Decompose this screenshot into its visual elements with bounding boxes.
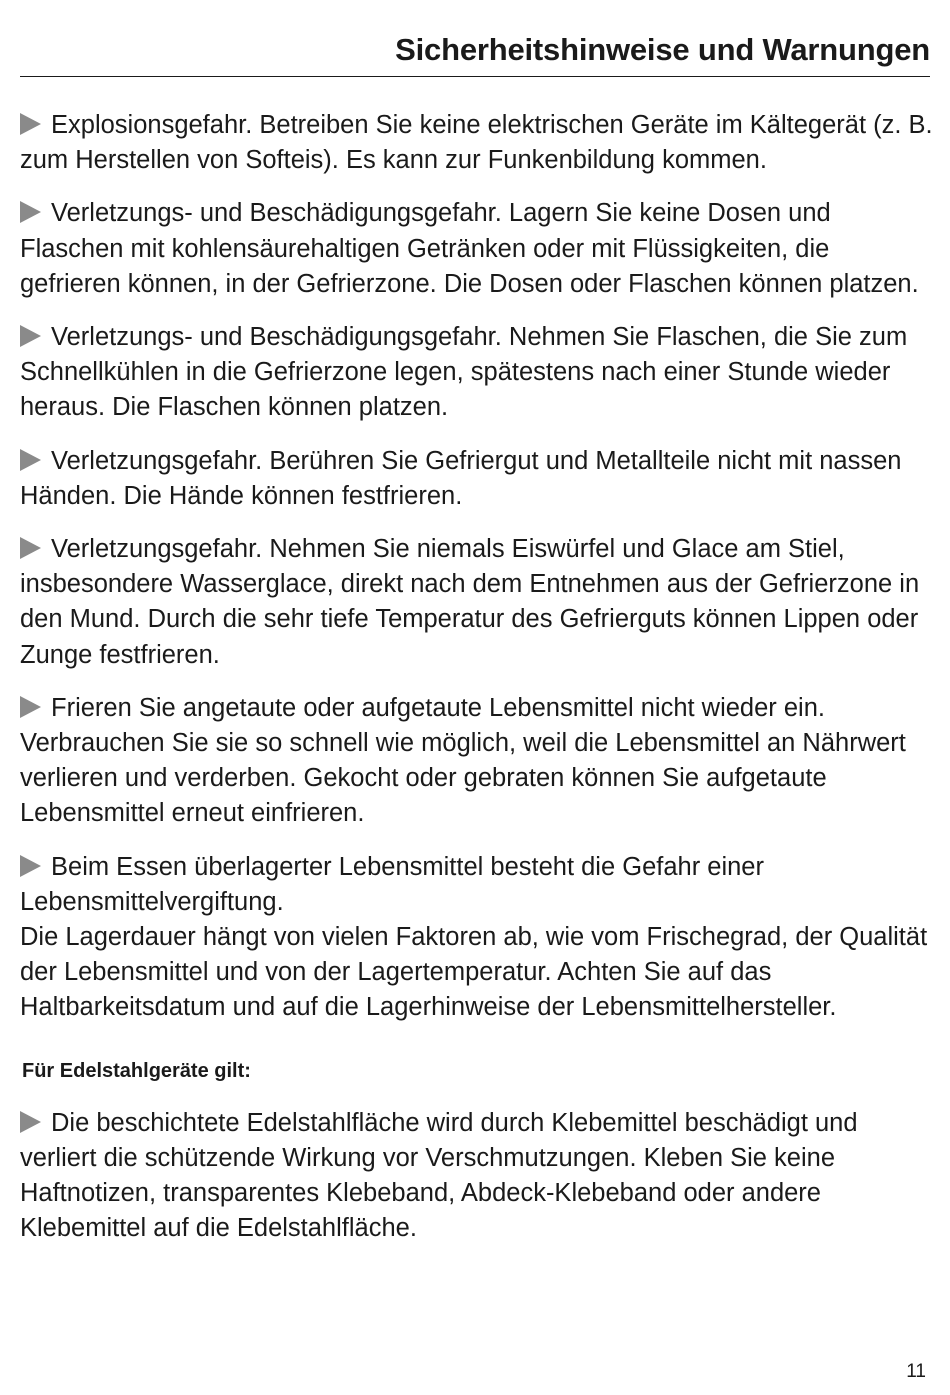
stainless-steel-heading: Für Edelstahlgeräte gilt:	[22, 1059, 251, 1082]
page-header	[20, 28, 930, 77]
warning-item	[20, 108, 934, 178]
warning-item	[20, 320, 934, 426]
warning-text: Verletzungs- und Beschädigungsgefahr. Lagern Sie keine Dosen und Flaschen mit kohlensäurehaltigen Getränken oder mit Flüssigkeiten, die gefrieren können, in der Gefrierzone. Die Dosen oder Flaschen können platzen.	[20, 199, 919, 298]
triangle-bullet-icon	[20, 325, 41, 347]
warning-text: Verletzungsgefahr. Berühren Sie Gefriergut und Metallteile nicht mit nassen Händen. Die Hände können festfrieren.	[20, 446, 902, 510]
triangle-bullet-icon	[20, 696, 41, 718]
triangle-bullet-icon	[20, 1111, 41, 1133]
warning-text: Frieren Sie angetaute oder aufgetaute Lebensmittel nicht wieder ein. Verbrauchen Sie sie so schnell wie möglich, weil die Lebensmittel an Nährwert verlieren und verderben. Gekocht oder gebraten können Sie aufgetaute Lebensmittel erneut einfrieren.	[20, 693, 906, 828]
triangle-bullet-icon	[20, 113, 41, 135]
food-poisoning-warning	[20, 850, 934, 1026]
storage-detail-text: Die Lagerdauer hängt von vielen Faktoren ab, wie vom Frischegrad, der Qualität der Lebensmittel und von der Lagertemperatur. Achten Sie auf das Haltbarkeitsdatum und auf die Lagerhinweise der Lebensmittelhersteller.	[20, 923, 928, 1022]
stainless-steel-warning	[20, 1106, 934, 1247]
warning-item	[20, 691, 934, 832]
page-number: 11	[906, 1361, 926, 1382]
warning-item	[20, 532, 934, 673]
page-content	[20, 108, 934, 1264]
warning-text: Verletzungs- und Beschädigungsgefahr. Nehmen Sie Flaschen, die Sie zum Schnellkühlen in die Gefrierzone legen, spätestens nach einer Stunde wieder heraus. Die Flaschen können platzen.	[20, 323, 908, 422]
warning-text: Beim Essen überlagerter Lebensmittel besteht die Gefahr einer Lebensmittelvergiftung.	[20, 852, 764, 916]
warning-text: Die beschichtete Edelstahlfläche wird durch Klebemittel beschädigt und verliert die schützende Wirkung vor Verschmutzungen. Kleben Sie keine Haftnotizen, transparentes Klebeband, Abdeck-Klebeband oder andere Klebemittel auf die Edelstahlfläche.	[20, 1108, 858, 1243]
warning-text: Verletzungsgefahr. Nehmen Sie niemals Eiswürfel und Glace am Stiel, insbesondere Wasserglace, direkt nach dem Entnehmen aus der Gefrierzone in den Mund. Durch die sehr tiefe Temperatur des Gefrierguts können Lippen oder Zunge festfrieren.	[20, 535, 920, 669]
triangle-bullet-icon	[20, 449, 41, 471]
warning-item	[20, 444, 934, 514]
triangle-bullet-icon	[20, 201, 41, 223]
warning-text: Explosionsgefahr. Betreiben Sie keine elektrischen Geräte im Kältegerät (z. B. zum Herstellen von Softeis). Es kann zur Funkenbildung kommen.	[20, 111, 933, 175]
warning-item	[20, 196, 934, 302]
triangle-bullet-icon	[20, 855, 41, 877]
triangle-bullet-icon	[20, 537, 41, 559]
page-title: Sicherheitshinweise und Warnungen	[395, 32, 930, 67]
